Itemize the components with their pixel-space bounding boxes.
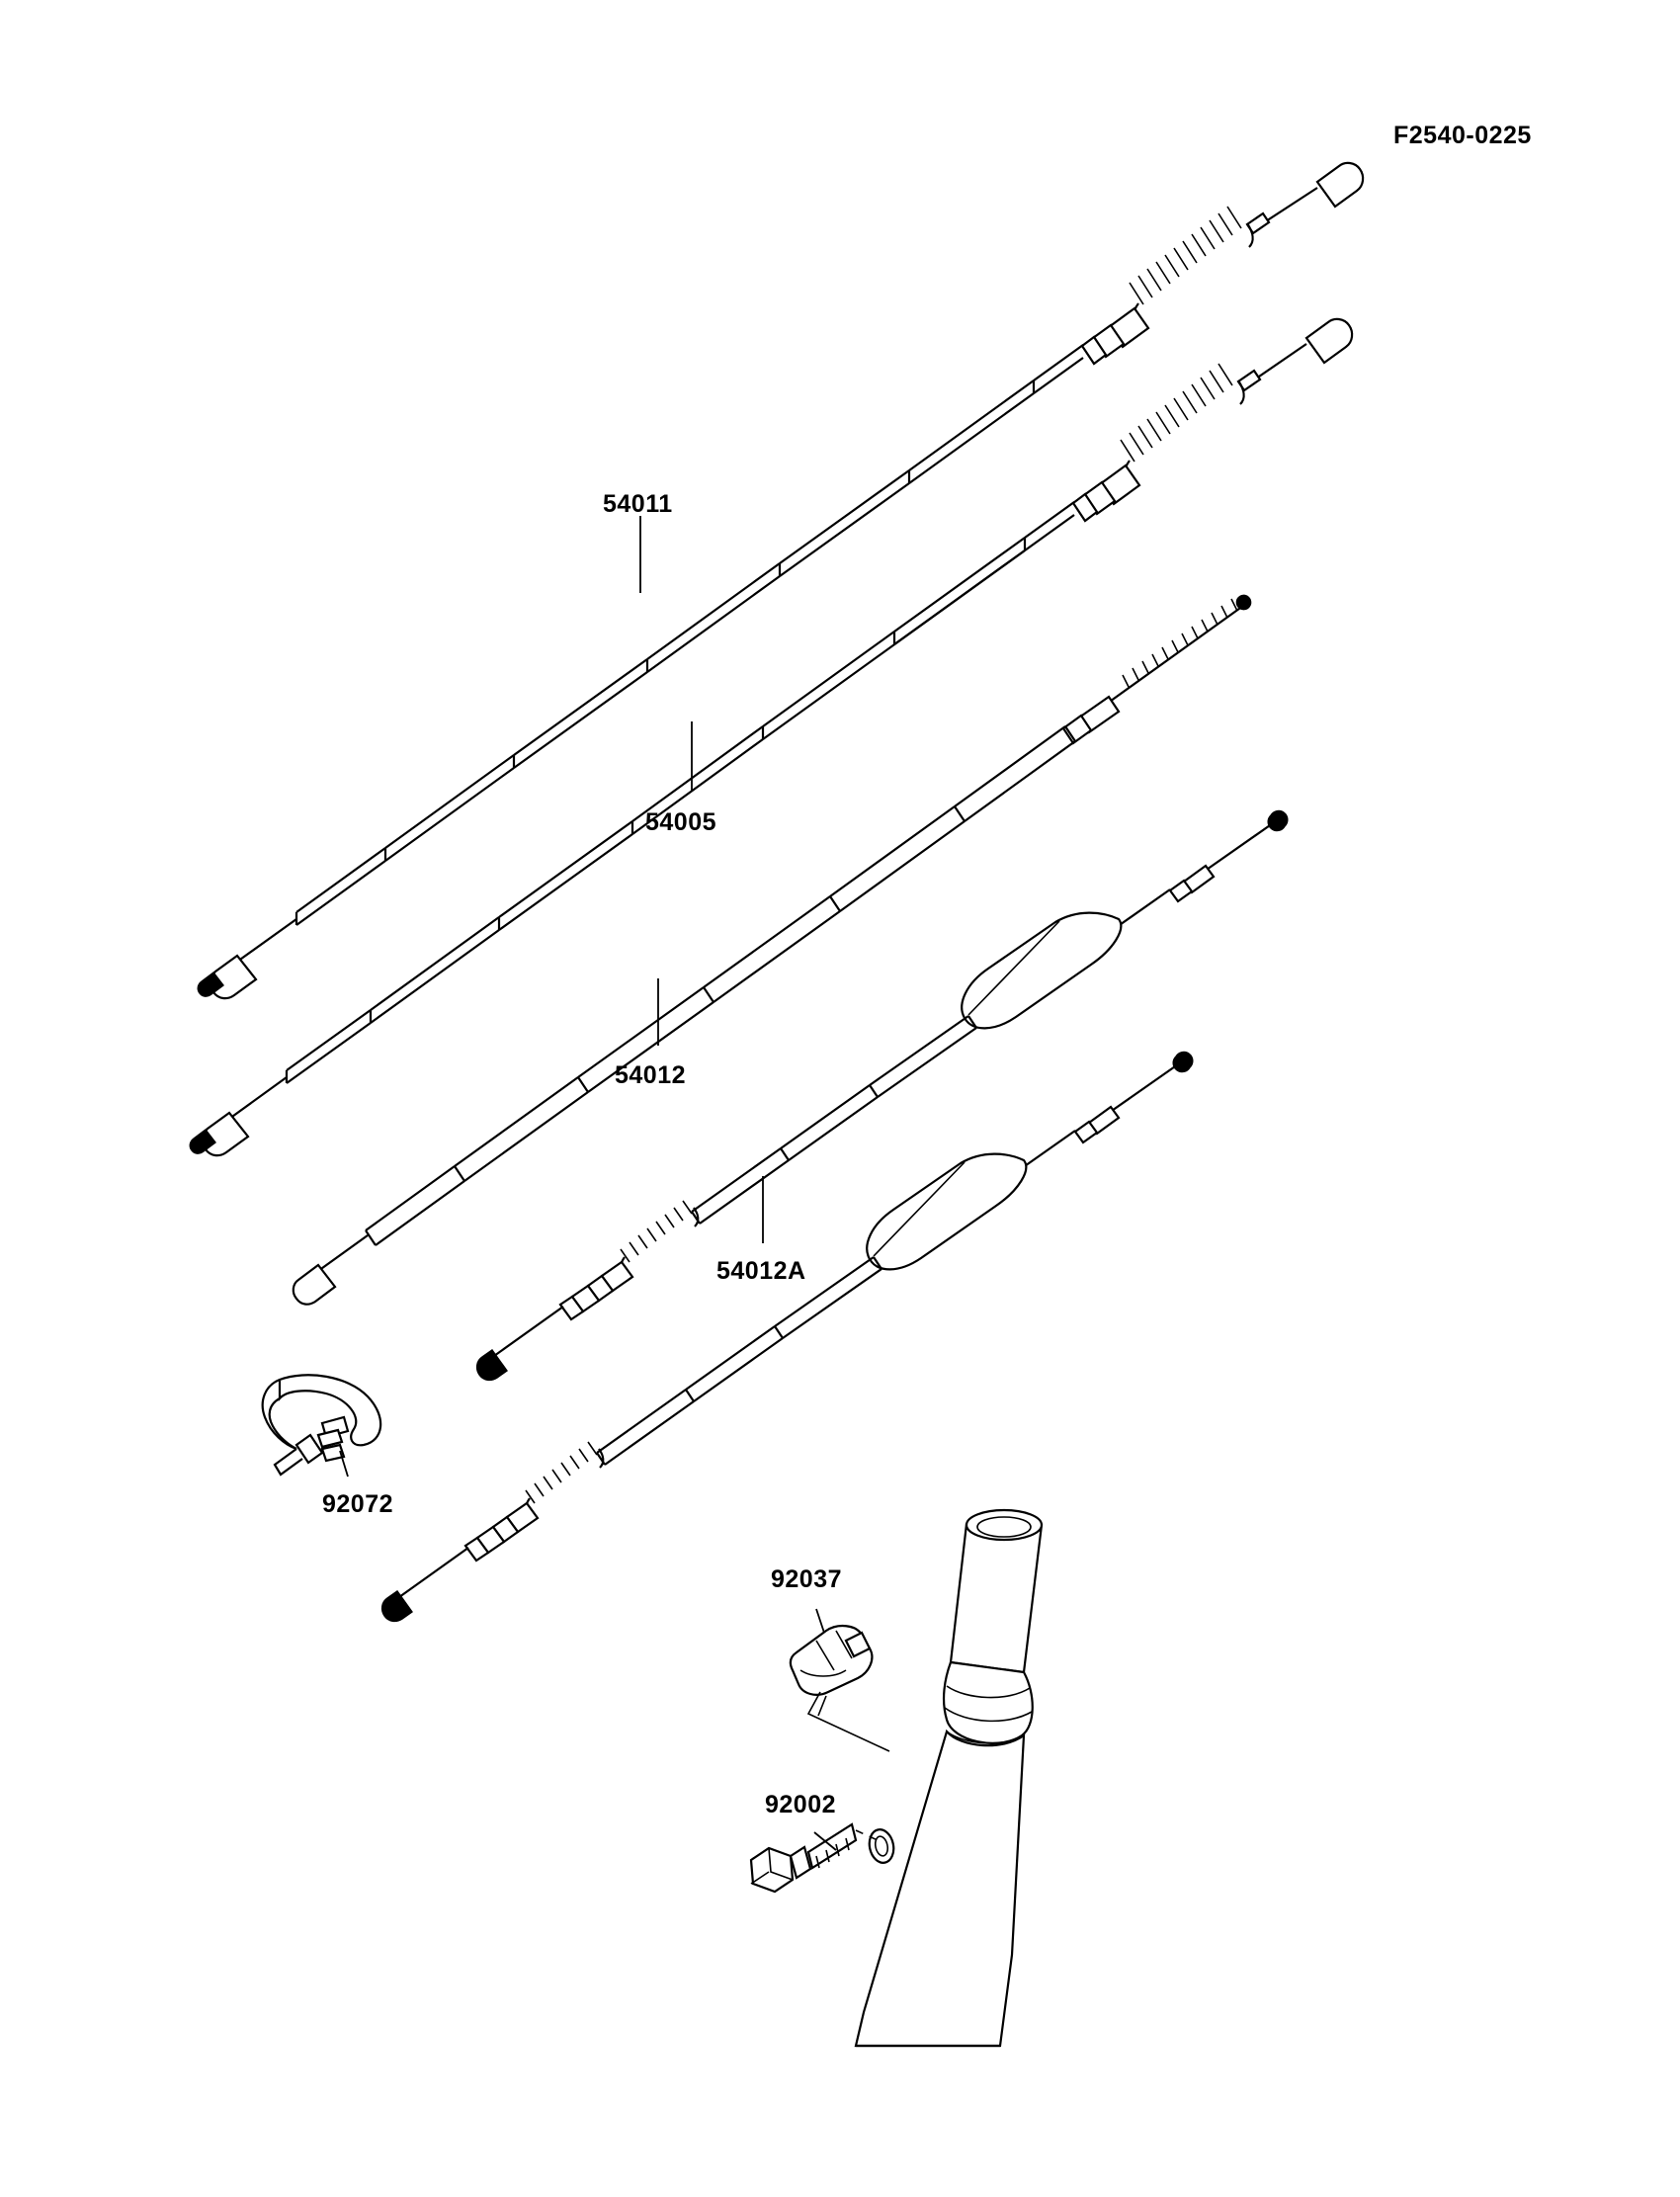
part-label-92037: 92037 <box>771 1565 843 1593</box>
leader-lines <box>340 516 836 1850</box>
fork-tube <box>856 1510 1042 2046</box>
part-label-54012a: 54012A <box>716 1257 806 1285</box>
part-92002-bolt <box>751 1824 878 1892</box>
part-label-92072: 92072 <box>322 1490 394 1518</box>
cable-54011-lower <box>190 319 1352 1155</box>
cable-54011-upper <box>198 163 1363 998</box>
part-label-54012: 54012 <box>615 1061 687 1089</box>
part-label-92002: 92002 <box>765 1791 837 1818</box>
part-92072-band <box>263 1375 380 1475</box>
part-92037-clamp <box>791 1626 889 1751</box>
cable-54012 <box>477 810 1288 1380</box>
part-label-54005: 54005 <box>645 808 717 836</box>
document-code: F2540-0225 <box>1393 122 1532 149</box>
part-label-54011: 54011 <box>603 490 673 518</box>
cable-54012a <box>382 1052 1193 1621</box>
